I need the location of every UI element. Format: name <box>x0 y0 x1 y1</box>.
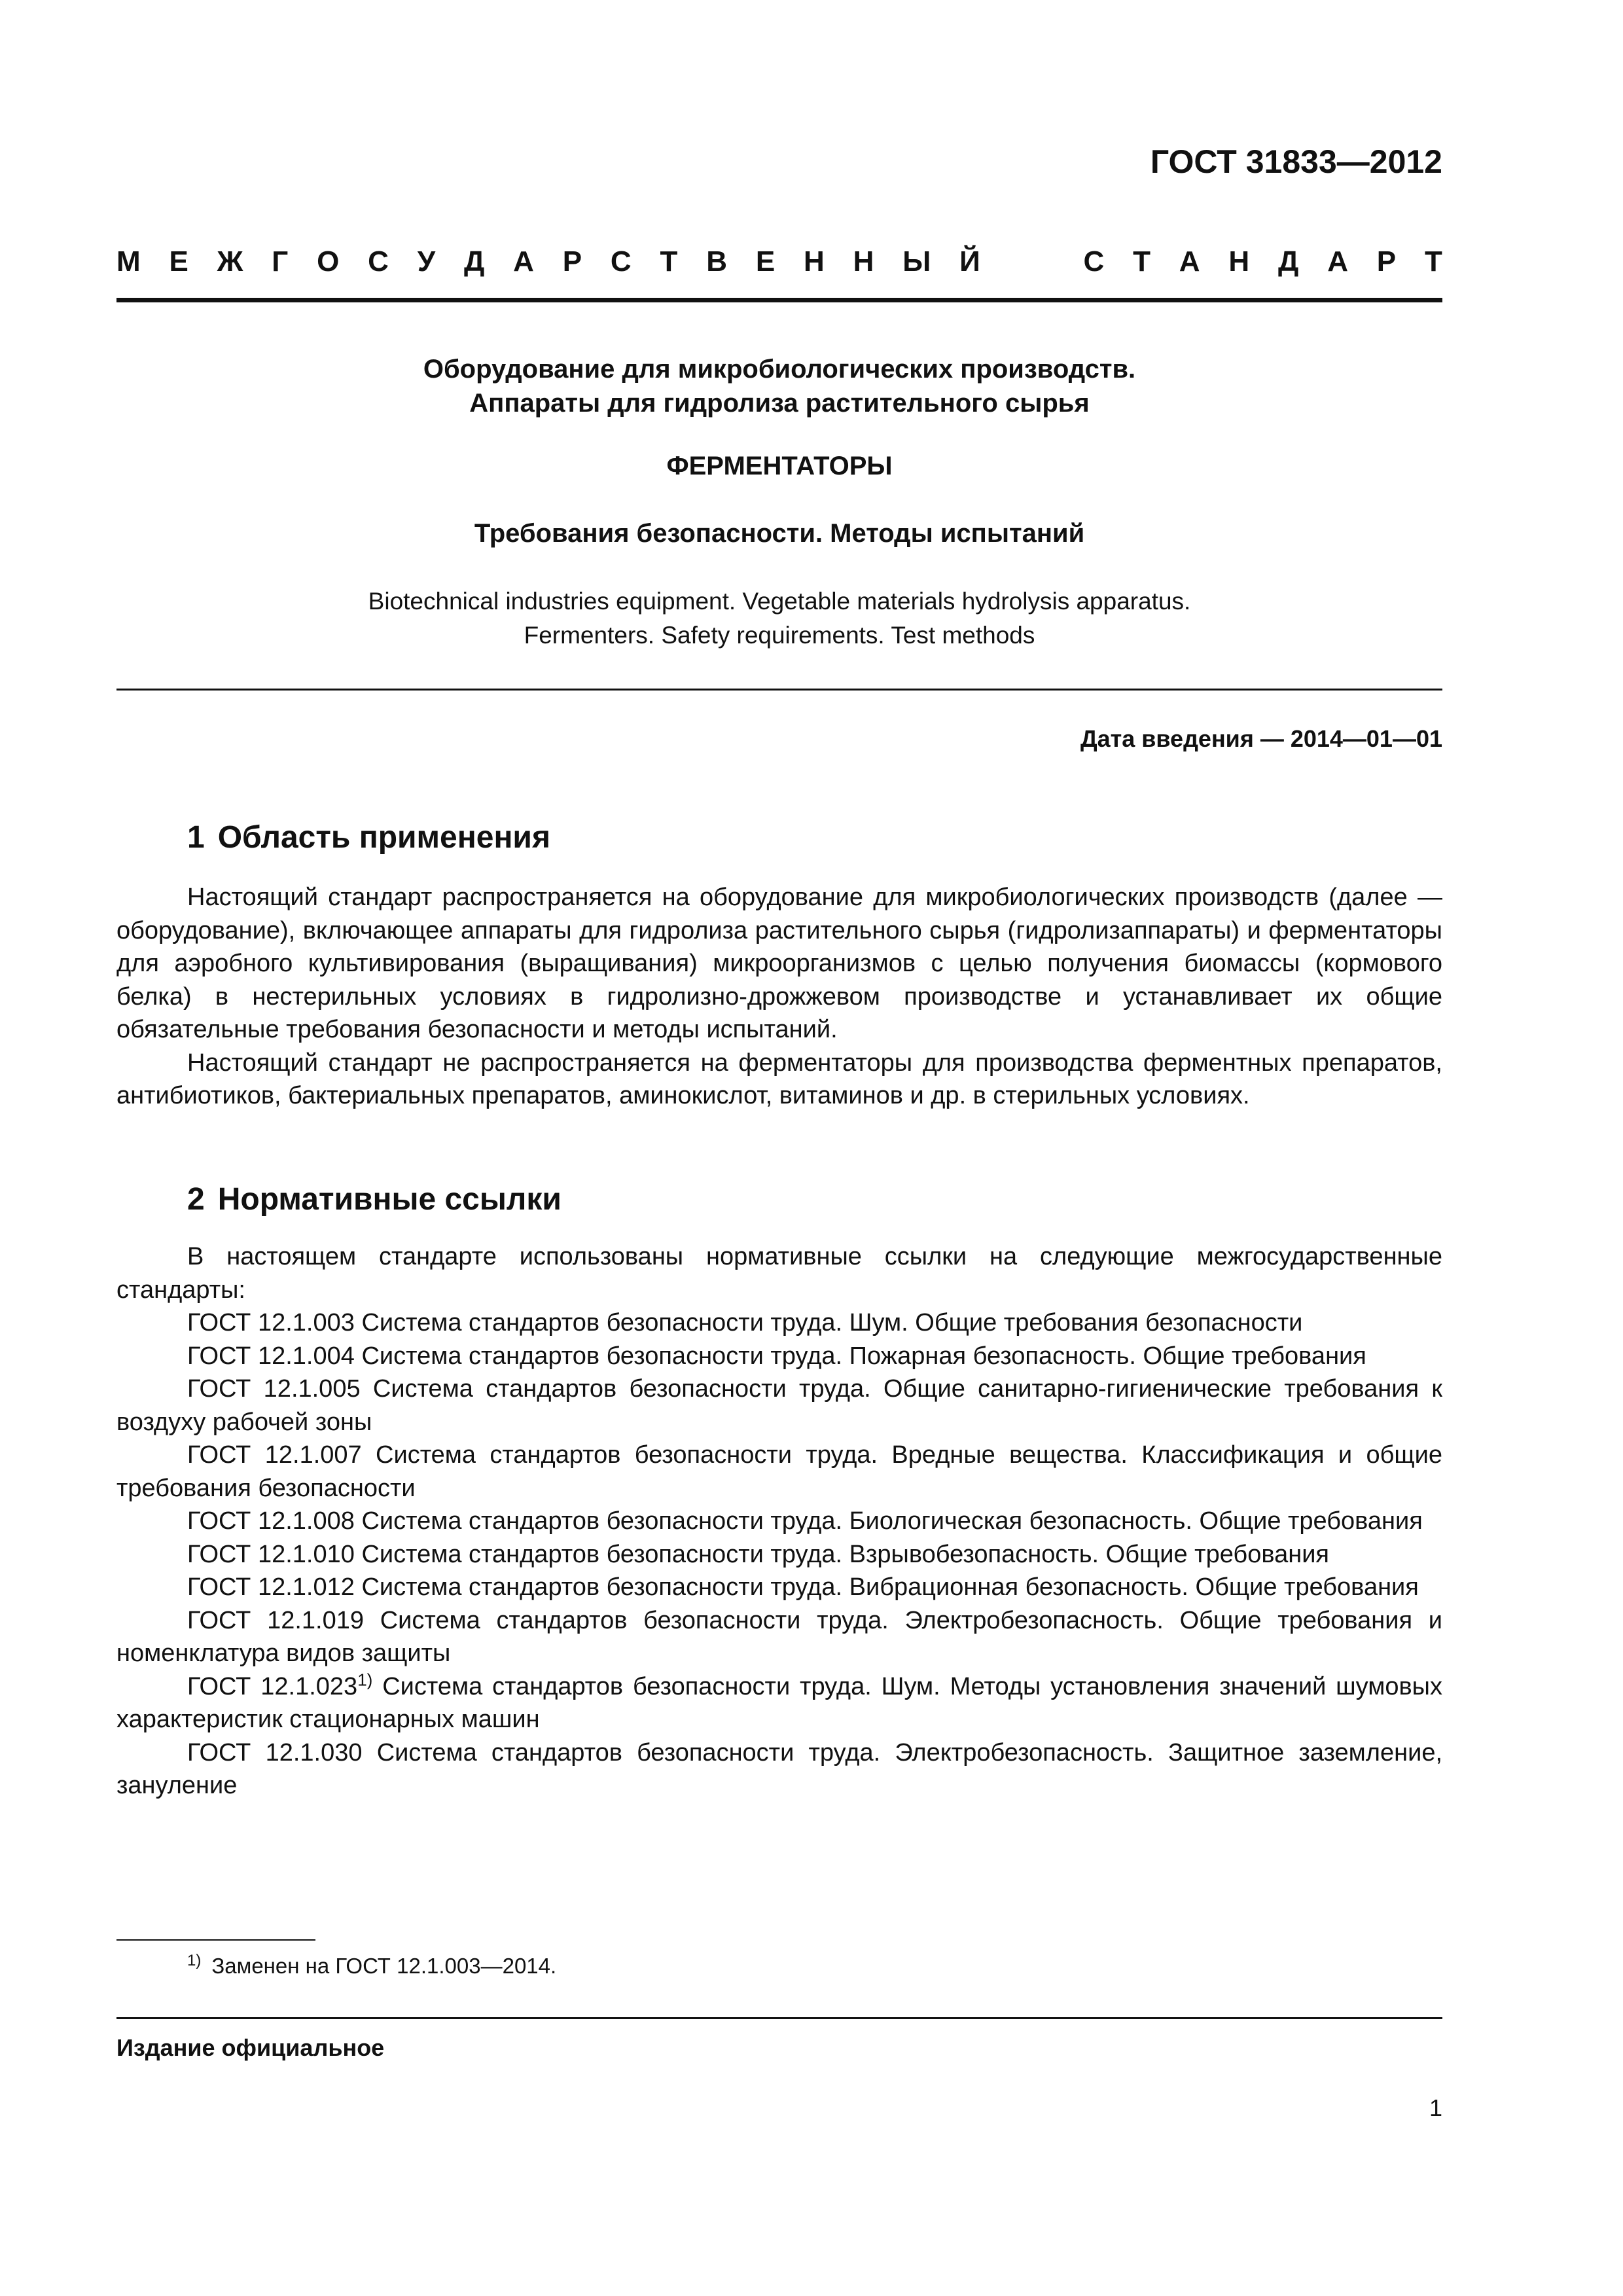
letter: С <box>1083 245 1105 278</box>
reference-item <box>116 1571 1442 1604</box>
ref-code: ГОСТ 12.1.030 <box>187 1738 363 1767</box>
title-line-1: Оборудование для микробиологических производств. <box>423 355 1136 384</box>
footnote-mark: 1) <box>187 1952 202 1969</box>
title-en-line-1: Biotechnical industries equipment. Vegetable materials hydrolysis apparatus. <box>368 588 1191 615</box>
section-title: Нормативные ссылки <box>217 1182 562 1217</box>
letter: Н <box>853 245 874 278</box>
reference-item <box>116 1736 1442 1803</box>
ref-title: Система стандартов безопасности труда. Биологическая безопасность. Общие требования <box>361 1507 1423 1535</box>
letter: С <box>368 245 389 278</box>
letter: Д <box>1278 245 1299 278</box>
footnote-separator <box>116 1939 315 1941</box>
title-rule <box>116 689 1442 691</box>
reference-item <box>116 1372 1442 1439</box>
introduction-date: Дата введения — 2014—01—01 <box>1080 725 1442 752</box>
section-title: Область применения <box>217 820 550 855</box>
title-line-2: Аппараты для гидролиза растительного сырья <box>469 389 1090 418</box>
footnote <box>187 1952 556 1979</box>
ref-title: Система стандартов безопасности труда. Взрывобезопасность. Общие требования <box>361 1540 1330 1568</box>
page-number: 1 <box>1429 2094 1442 2121</box>
document-title <box>116 352 1442 420</box>
reference-item <box>116 1538 1442 1571</box>
section-number: 1 <box>187 820 205 855</box>
ref-title: Система стандартов безопасности труда. Шум. Общие требования безопасности <box>361 1309 1303 1336</box>
ref-title: Система стандартов безопасности труда. Шум. Методы установления значений шумовых характеристик стационарных машин <box>116 1672 1442 1733</box>
section-number: 2 <box>187 1182 205 1217</box>
letter: Т <box>1424 245 1442 278</box>
ref-code: ГОСТ 12.1.004 <box>187 1342 355 1370</box>
ref-code: ГОСТ 12.1.019 <box>187 1606 365 1634</box>
footer-rule <box>116 2017 1442 2019</box>
letter: М <box>116 245 141 278</box>
reference-item <box>116 1604 1442 1670</box>
ref-code: ГОСТ 12.1.007 <box>187 1441 362 1469</box>
section-2-heading <box>187 1181 562 1217</box>
letter: Е <box>755 245 776 278</box>
reference-item <box>116 1505 1442 1538</box>
ref-code: ГОСТ 12.1.023 <box>187 1672 358 1700</box>
letter: Г <box>272 245 289 278</box>
paragraph: Настоящий стандарт распространяется на оборудование для микробиологических производств (далее — оборудование), включающее аппараты для гидролиза растительного сырья (гидролизаппараты) и ферментаторы для аэробного культивирования (выращивания) микроорганизмов с целью получения биомассы (кормового белка) в нестерильных условиях в гидролизно-дрожжевом производстве и устанавливает их общие обязательные требования безопасности и методы испытаний. <box>116 884 1442 1043</box>
title-english <box>116 584 1442 653</box>
reference-item <box>116 1306 1442 1340</box>
ref-footnote-mark[interactable]: 1) <box>357 1669 373 1689</box>
title-name: ФЕРМЕНТАТОРЫ <box>666 452 893 480</box>
ref-code: ГОСТ 12.1.003 <box>187 1309 355 1336</box>
ref-title: Система стандартов безопасности труда. Вредные вещества. Классификация и общие требования безопасности <box>116 1441 1443 1502</box>
ref-code: ГОСТ 12.1.008 <box>187 1507 355 1535</box>
footnote-text: Заменен на ГОСТ 12.1.003—2014. <box>211 1954 557 1978</box>
letter: Т <box>660 245 678 278</box>
ref-code: ГОСТ 12.1.010 <box>187 1540 355 1568</box>
reference-item <box>116 1439 1442 1505</box>
ref-title: Система стандартов безопасности труда. Вибрационная безопасность. Общие требования <box>361 1573 1419 1601</box>
standard-type-heading <box>116 245 1442 278</box>
paragraph: Настоящий стандарт не распространяется на ферментаторы для производства ферментных препаратов, антибиотиков, бактериальных препаратов, аминокислот, витаминов и др. в стерильных условиях. <box>116 1049 1442 1109</box>
paragraph: В настоящем стандарте использованы нормативные ссылки на следующие межгосударственные стандарты: <box>116 1243 1442 1304</box>
letter: Е <box>169 245 188 278</box>
letter: Н <box>1228 245 1250 278</box>
edition-label: Издание официальное <box>116 2034 385 2061</box>
ref-title: Система стандартов безопасности труда. Электробезопасность. Общие требования и номенклатура видов защиты <box>116 1606 1443 1667</box>
letter: Р <box>1376 245 1397 278</box>
letter: Т <box>1133 245 1150 278</box>
letter: Ы <box>902 245 931 278</box>
letter: С <box>610 245 632 278</box>
header-rule <box>116 298 1442 302</box>
letter: О <box>317 245 340 278</box>
letter: А <box>513 245 534 278</box>
reference-item <box>116 1670 1442 1736</box>
letter: Р <box>562 245 582 278</box>
letter: Й <box>959 245 980 278</box>
section-2-body <box>116 1240 1442 1803</box>
ref-title: Система стандартов безопасности труда. Пожарная безопасность. Общие требования <box>361 1342 1366 1370</box>
letter: В <box>706 245 728 278</box>
letter: А <box>1179 245 1200 278</box>
letter: У <box>417 245 436 278</box>
ref-code: ГОСТ 12.1.012 <box>187 1573 355 1601</box>
ref-title: Система стандартов безопасности труда. Общие санитарно-гигиенические требования к воздуху рабочей зоны <box>116 1375 1442 1436</box>
letter: Д <box>463 245 485 278</box>
reference-item <box>116 1340 1442 1373</box>
ref-code: ГОСТ 12.1.005 <box>187 1375 361 1403</box>
title-subtitle: Требования безопасности. Методы испытаний <box>474 519 1085 548</box>
letter: Н <box>804 245 825 278</box>
section-1-body <box>116 881 1442 1113</box>
section-1-heading <box>187 819 550 855</box>
ref-title: Система стандартов безопасности труда. Электробезопасность. Защитное заземление, зануление <box>116 1738 1443 1799</box>
standard-designation: ГОСТ 31833—2012 <box>1150 143 1442 180</box>
title-en-line-2: Fermenters. Safety requirements. Test methods <box>524 622 1035 649</box>
letter: А <box>1327 245 1348 278</box>
letter: Ж <box>217 245 243 278</box>
